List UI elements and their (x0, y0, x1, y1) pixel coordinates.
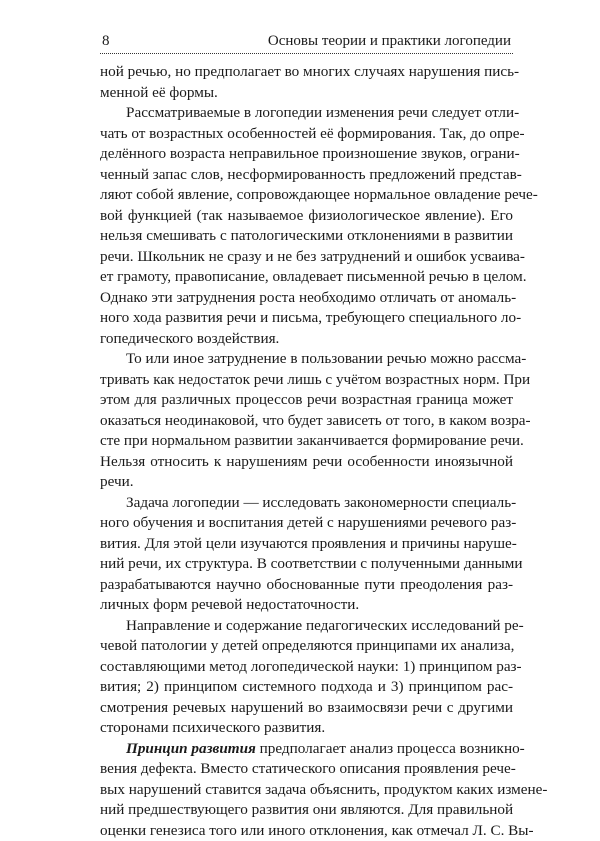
text-line: ного хода развития речи и письма, требующего специального ло- (100, 308, 513, 329)
text-line: ний предшествующего развития они являются. Для правильной (100, 800, 513, 821)
body-text (100, 62, 513, 841)
text-line: Однако эти затруднения роста необходимо отличать от аномаль- (100, 288, 513, 309)
text-line: делённого возраста неправильное произношение звуков, ограни- (100, 144, 513, 165)
text-line: этом для различных процессов речи возрастная граница может (100, 390, 513, 411)
text-line: нельзя смешивать с патологическими отклонениями в развитии (100, 226, 513, 247)
text-line: Направление и содержание педагогических исследований ре- (100, 616, 513, 637)
text-line: вой функцией (так называемое физиологическое явление). Его (100, 206, 513, 227)
principle-term: Принцип развития (126, 740, 256, 757)
text-line: вения дефекта. Вместо статического описания проявления рече- (100, 759, 513, 780)
text-line: ний речи, их структура. В соответствии с полученными данными (100, 554, 513, 575)
text-line: сте при нормальном развитии заканчивается формирование речи. (100, 431, 513, 452)
book-title: Основы теории и практики логопедии (268, 31, 511, 51)
running-head (100, 31, 513, 54)
page-number: 8 (102, 31, 110, 51)
text-line: Нельзя относить к нарушениям речи особенности иноязычной (100, 452, 513, 473)
text-line: ной речью, но предполагает во многих случаях нарушения пись- (100, 62, 513, 83)
text-line: вития. Для этой цели изучаются проявления и причины наруше- (100, 534, 513, 555)
text-line: ляют собой явление, сопровождающее нормальное овладение рече- (100, 185, 513, 206)
text-line: оценки генезиса того или иного отклонения, как отмечал Л. С. Вы- (100, 821, 513, 841)
text-line: чевой патологии у детей определяются принципами их анализа, (100, 636, 513, 657)
text-line: То или иное затруднение в пользовании речью можно рассма- (100, 349, 513, 370)
text-line: ченный запас слов, несформированность предложений представ- (100, 165, 513, 186)
text-line: гопедического воздействия. (100, 329, 513, 350)
text-line: Задача логопедии — исследовать закономерности специаль- (100, 493, 513, 514)
text-line: вых нарушений ставится задача объяснить, продуктом каких измене- (100, 780, 513, 801)
text-line: речи. (100, 472, 513, 493)
text-line: смотрения речевых нарушений во взаимосвязи речи с другими (100, 698, 513, 719)
text-line: разрабатываются научно обоснованные пути преодоления раз- (100, 575, 513, 596)
text-line: Рассматриваемые в логопедии изменения речи следует отли- (100, 103, 513, 124)
text-line: вития; 2) принципом системного подхода и 3) принципом рас- (100, 677, 513, 698)
text-line: менной её формы. (100, 83, 513, 104)
text-line: личных форм речевой недостаточности. (100, 595, 513, 616)
text-line: оказаться неодинаковой, что будет зависеть от того, в каком возра- (100, 411, 513, 432)
text-line (100, 739, 513, 760)
text-span: предполагает анализ процесса возникно- (256, 740, 525, 757)
text-line: составляющими метод логопедической науки: 1) принципом раз- (100, 657, 513, 678)
text-line: речи. Школьник не сразу и не без затруднений и ошибок усваива- (100, 247, 513, 268)
text-line: ет грамоту, правописание, овладевает письменной речью в целом. (100, 267, 513, 288)
text-line: ного обучения и воспитания детей с нарушениями речевого раз- (100, 513, 513, 534)
text-line: сторонами психического развития. (100, 718, 513, 739)
text-line: тривать как недостаток речи лишь с учётом возрастных норм. При (100, 370, 513, 391)
text-line: чать от возрастных особенностей её формирования. Так, до опре- (100, 124, 513, 145)
